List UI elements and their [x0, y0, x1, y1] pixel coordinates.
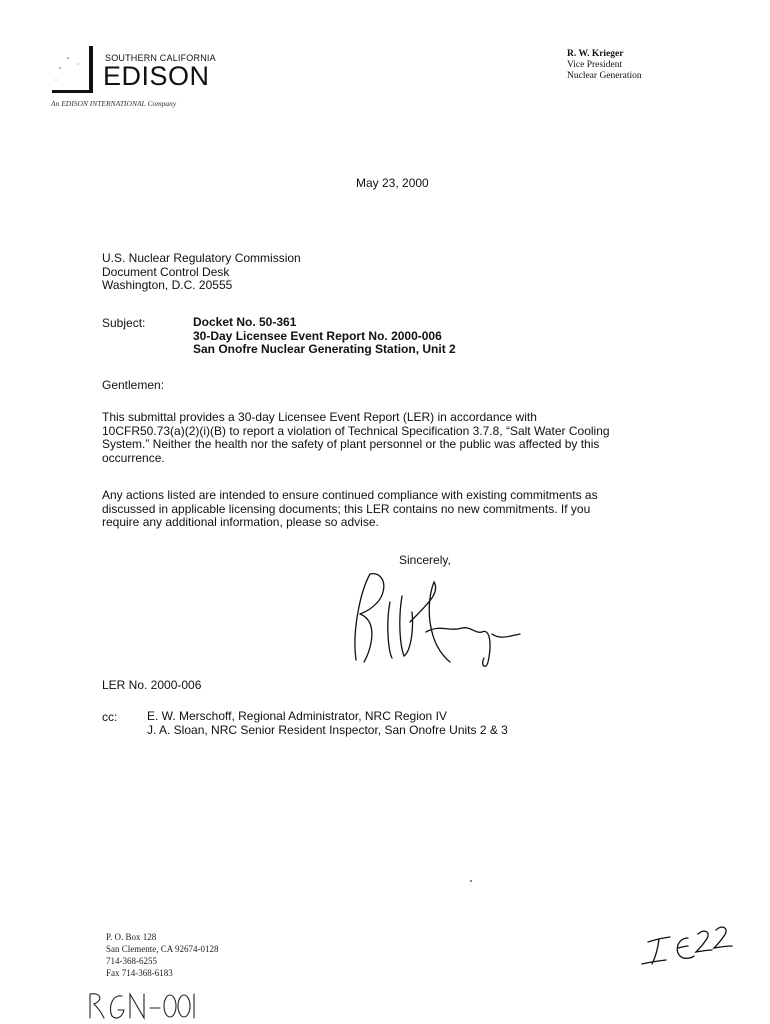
- paragraph-line: require any additional information, please so advise.: [102, 515, 379, 529]
- recipient-line: Washington, D.C. 20555: [102, 278, 233, 292]
- company-name-top: SOUTHERN CALIFORNIA: [105, 53, 216, 63]
- company-name-main: EDISON: [103, 61, 210, 91]
- sender-department: Nuclear Generation: [567, 71, 642, 81]
- sender-block: [567, 49, 642, 82]
- handwritten-id-icon: [86, 988, 196, 1022]
- recipient-line: U.S. Nuclear Regulatory Commission: [102, 251, 301, 265]
- paragraph-line: System.” Neither the health nor the safety of plant personnel or the public was affected by this: [102, 437, 600, 451]
- footer-line: 714-368-6255: [106, 956, 157, 966]
- cc-recipient: E. W. Merschoff, Regional Administrator, NRC Region IV: [147, 709, 447, 723]
- paragraph-line: discussed in applicable licensing documents; this LER contains no new commitments. If you: [102, 501, 591, 516]
- greeting: Gentlemen:: [102, 378, 165, 392]
- scan-speck: [470, 880, 472, 882]
- subject-block: [193, 316, 456, 357]
- sender-title: Vice President: [567, 60, 623, 70]
- recipient-address: [102, 252, 301, 293]
- company-tagline: An EDISON INTERNATIONAL Company: [51, 99, 177, 108]
- edison-logo-icon: [52, 46, 94, 94]
- subject-line: Docket No. 50-361: [193, 315, 297, 329]
- sender-name: R. W. Krieger: [567, 49, 624, 59]
- letter-date: May 23, 2000: [356, 176, 429, 190]
- subject-line: 30-Day Licensee Event Report No. 2000-006: [193, 328, 442, 343]
- footer-line: Fax 714-368-6183: [106, 968, 173, 978]
- cc-recipient: J. A. Sloan, NRC Senior Resident Inspector, San Onofre Units 2 & 3: [147, 722, 508, 737]
- ler-reference: LER No. 2000-006: [102, 678, 202, 692]
- signature-icon: [330, 562, 530, 672]
- paragraph-line: occurrence.: [102, 450, 165, 465]
- footer-line: P. O. Box 128: [106, 932, 157, 942]
- recipient-line: Document Control Desk: [102, 264, 230, 279]
- cc-label: cc:: [102, 710, 118, 724]
- subject-label: Subject:: [102, 316, 146, 330]
- paragraph-line: 10CFR50.73(a)(2)(i)(B) to report a violation of Technical Specification 3.7.8, “Salt Water Cooling: [102, 423, 610, 438]
- body-paragraph-1: [102, 411, 610, 465]
- paragraph-line: Any actions listed are intended to ensure continued compliance with existing commitments as: [102, 488, 598, 502]
- footer-line: San Clemente, CA 92674-0128: [106, 944, 219, 954]
- footer-address: [106, 931, 219, 979]
- subject-line: San Onofre Nuclear Generating Station, Unit 2: [193, 342, 456, 356]
- handwritten-code-icon: [640, 920, 740, 970]
- paragraph-line: This submittal provides a 30-day Licensee Event Report (LER) in accordance with: [102, 410, 537, 424]
- body-paragraph-2: [102, 489, 598, 530]
- closing: Sincerely,: [399, 553, 451, 567]
- cc-list: [147, 710, 508, 737]
